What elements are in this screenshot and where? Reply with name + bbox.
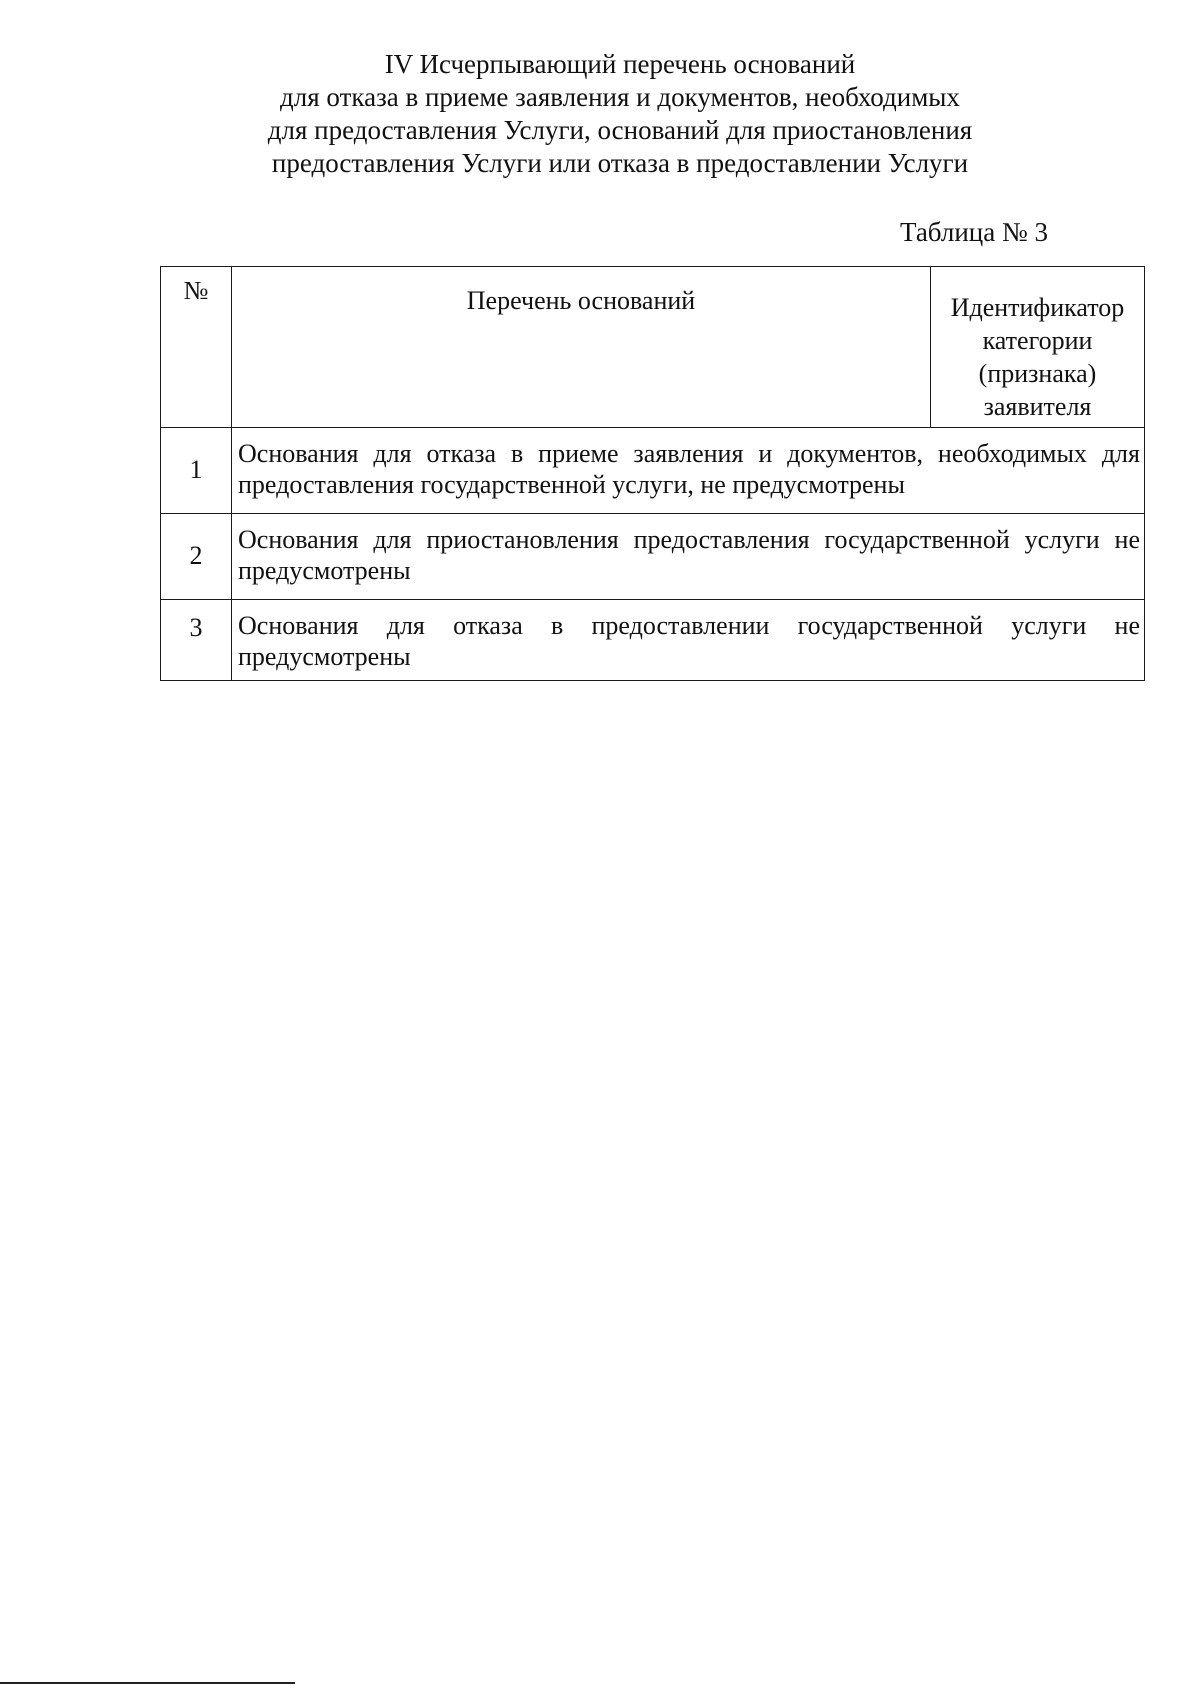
table-caption: Таблица № 3 — [900, 217, 1048, 247]
row-number: 2 — [161, 514, 232, 600]
row-number: 3 — [161, 600, 232, 681]
header-applicant-identifier: Идентификатор категории (признака) заявителя — [931, 267, 1145, 428]
heading-line-3: для предоставления Услуги, оснований для приостановления — [267, 115, 973, 145]
heading-line-4: предоставления Услуги или отказа в предоставлении Услуги — [271, 148, 969, 178]
table-header-row — [161, 267, 1145, 428]
table-row — [161, 514, 1145, 600]
table-row — [161, 428, 1145, 514]
heading-line-2: для отказа в приеме заявления и документов, необходимых — [280, 82, 960, 112]
grounds-table — [160, 266, 1145, 681]
row-text: Основания для отказа в приеме заявления и документов, необходимых для предоставления государственной услуги, не предусмотрены — [232, 428, 1145, 514]
header-number: № — [161, 267, 232, 428]
row-text: Основания для приостановления предоставления государственной услуги не предусмотрены — [232, 514, 1145, 600]
heading-line-1: IV Исчерпывающий перечень оснований — [384, 49, 856, 79]
page-bottom-rule — [0, 1682, 295, 1684]
row-number: 1 — [161, 428, 232, 514]
table-row — [161, 600, 1145, 681]
section-heading — [230, 48, 1010, 180]
row-text: Основания для отказа в предоставлении государственной услуги не предусмотрены — [232, 600, 1145, 681]
header-grounds-list: Перечень оснований — [232, 267, 931, 428]
